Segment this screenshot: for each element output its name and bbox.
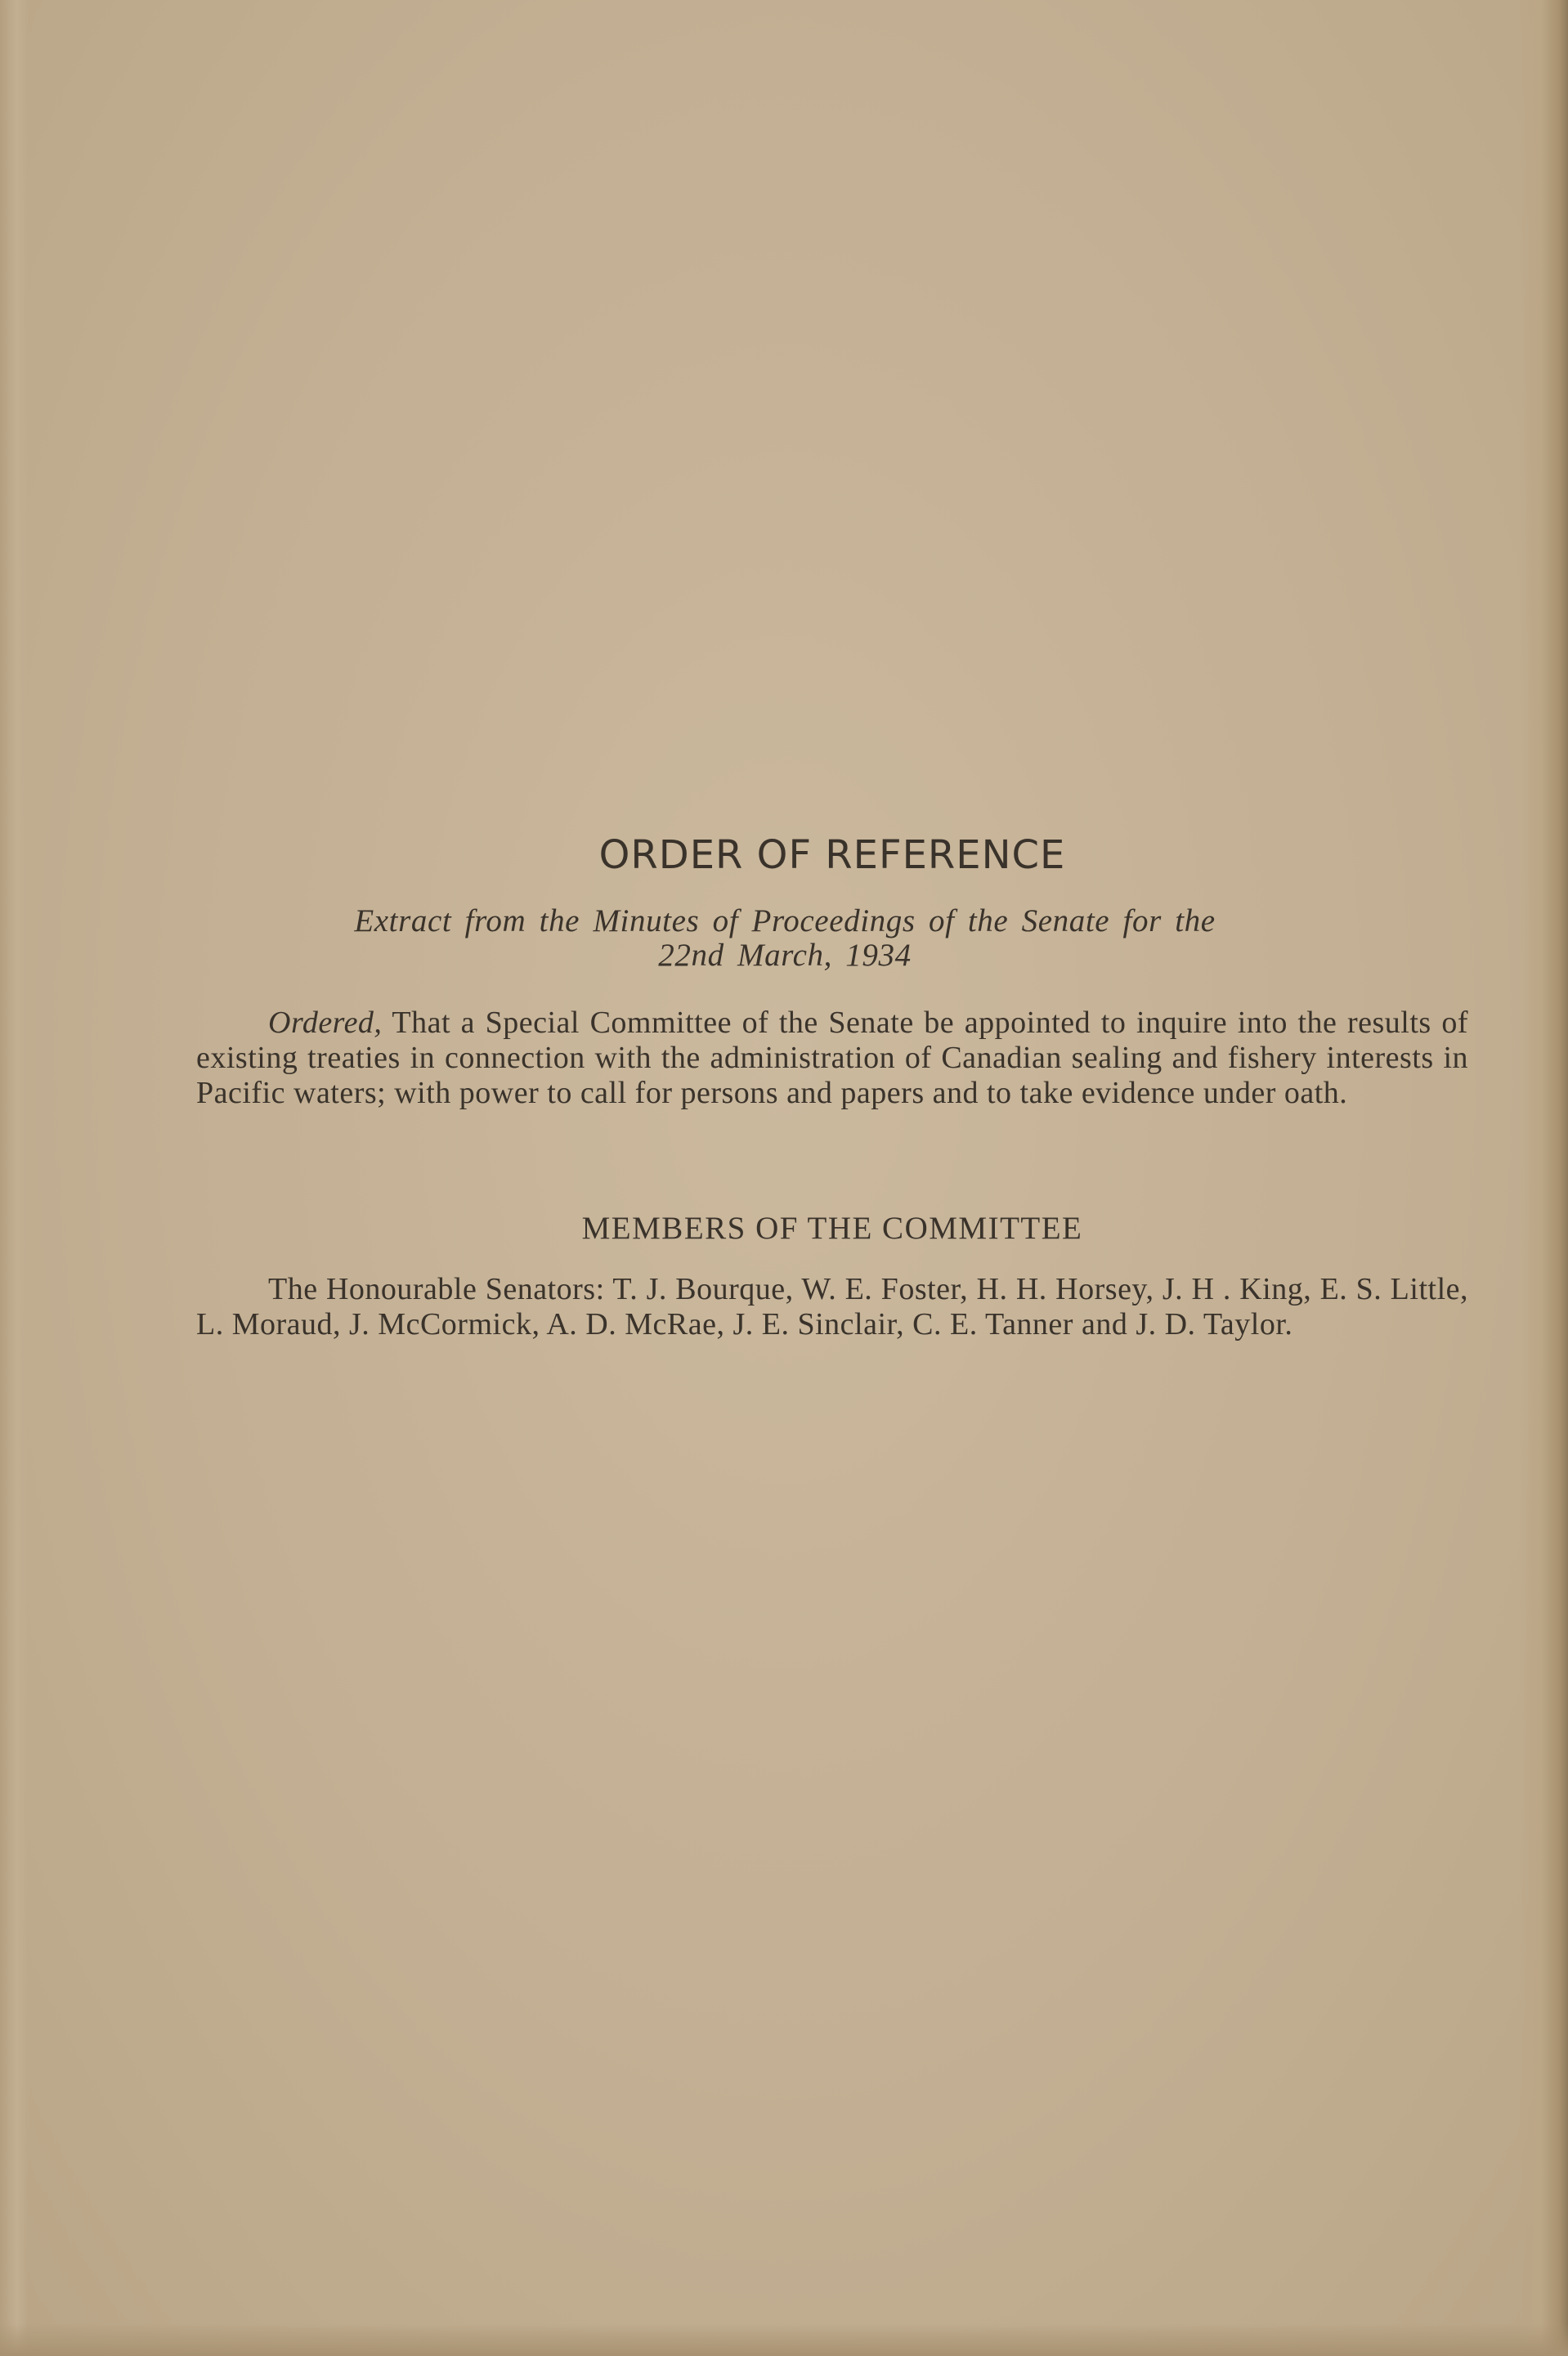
extract-line-2: 22nd March, 1934 (658, 938, 912, 973)
extract-line-1: Extract from the Minutes of Proceedings of the Senate for the (354, 903, 1216, 938)
order-lead: Ordered, (268, 1006, 383, 1040)
paper-edge-bottom (0, 2323, 1568, 2356)
page-title: ORDER OF REFERENCE (598, 832, 1066, 878)
members-paragraph: The Honourable Senators: T. J. Bourque, W. E. Foster, H. H. Horsey, J. H . King, E. S. Little, L. Moraud, J. McCormick, A. D. McRae, J. E. Sinclair, C. E. Tanner and J. D. Taylor. (196, 1272, 1468, 1341)
order-paragraph (196, 1006, 1468, 1111)
paper-edge-left (0, 0, 28, 2356)
members-heading: MEMBERS OF THE COMMITTEE (581, 1211, 1083, 1246)
order-text: That a Special Committee of the Senate be appointed to inquire into the results of existing treaties in connection with the administration of Canadian sealing and fishery interests in Pacific waters; with power to call for persons and papers and to take evidence under oath. (196, 1006, 1468, 1110)
extract-caption (196, 904, 1373, 973)
paper-edge-right (1519, 0, 1568, 2356)
